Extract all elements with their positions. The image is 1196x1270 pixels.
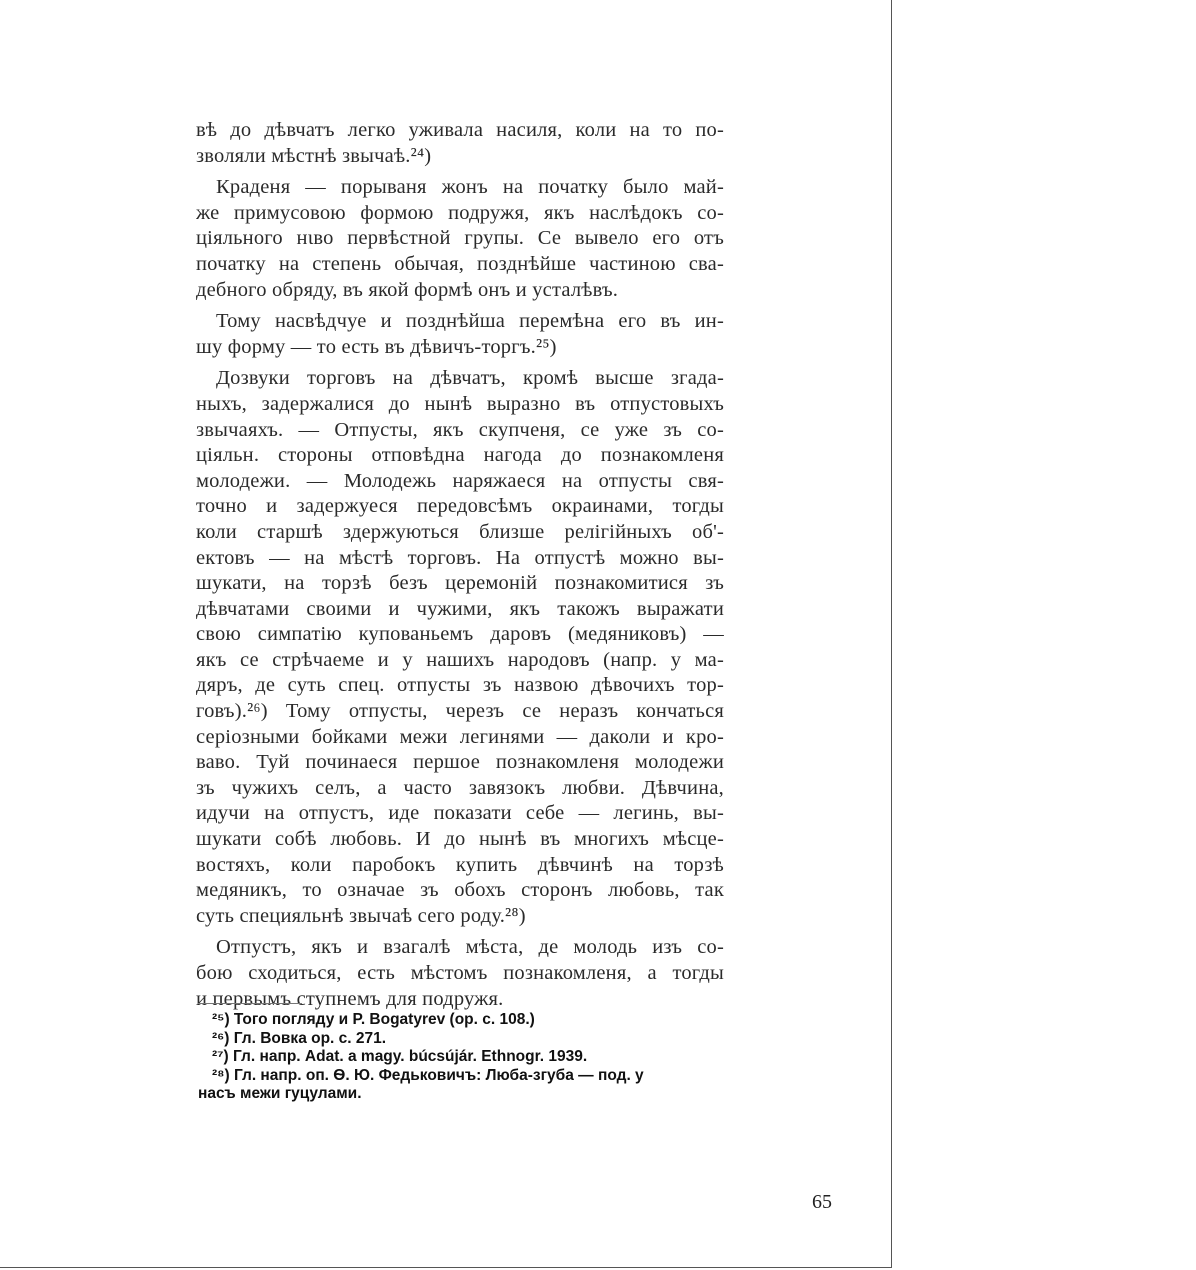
text-line: и первымъ ступнемъ для подружя. [196, 987, 504, 1010]
text-line: бою сходиться, есть мѣстомъ познакомленя, а тогды [196, 962, 724, 984]
text-line: Отпустъ, якъ и взагалѣ мѣста, де молодь изъ со- [216, 936, 724, 959]
text-line: медяникъ, то означае зъ обохъ сторонъ любовь, так [196, 879, 724, 902]
text-line: початку на степень обычая, позднѣйше частиною сва- [196, 252, 724, 275]
text-line: суть специяльнѣ звычаѣ сего роду.²⁸) [196, 904, 526, 927]
text-line: свою симпатію купованьемъ даровъ (медяниковъ) — [196, 623, 724, 646]
text-line: говъ).²⁶) Тому отпусты, черезъ се неразъ кончаться [196, 700, 724, 723]
text-line: звычаяхъ. — Отпусты, якъ скупченя, се уже зъ со- [196, 418, 724, 441]
text-line: идучи на отпустъ, иде показати себе — легинь, вы- [196, 802, 724, 825]
paragraph [196, 309, 724, 360]
footnote: ²⁵) Того погляду и P. Bogatyrev (op. c. 108.) [212, 1011, 535, 1028]
text-line: коли старшѣ здержуються близше релігійныхъ об'- [196, 520, 724, 543]
text-line: вѣ до дѣвчатъ легко уживала насиля, коли на то по- [196, 119, 724, 141]
text-line: ціяльного нιво первѣстной групы. Се вывело его отъ [196, 227, 724, 250]
text-line: Тому насвѣдчуе и позднѣйша перемѣна его въ ин- [216, 310, 724, 333]
text-line: молодежи. — Молодежь наряжаеся на отпусты свя- [196, 469, 724, 492]
text-line: Краденя — порываня жонъ на початку было май- [216, 176, 724, 199]
paragraph [196, 175, 724, 303]
text-line: шукати собѣ любовь. И до нынѣ въ многихъ мѣсце- [196, 828, 724, 851]
text-line: ныхъ, задержалися до нынѣ выразно въ отпустовыхъ [196, 392, 724, 415]
footnote: ²⁶) Гл. Вовка op. c. 271. [212, 1029, 387, 1047]
footnote-continuation: насъ межи гуцулами. [198, 1085, 362, 1102]
footnote: ²⁷) Гл. напр. Adat. a magy. búcsújár. Ethnogr. 1939. [212, 1048, 588, 1065]
page-number: 65 [812, 1191, 832, 1213]
text-line: якъ се стрѣчаеме и у нашихъ народовъ (напр. у ма- [196, 648, 724, 671]
text-line: точно и задержуеся передовсѣмъ окраинами, тогды [196, 495, 724, 518]
text-line: шукати, на торзѣ безъ церемоній познакомитися зъ [196, 572, 724, 595]
paragraph [196, 118, 724, 169]
paragraph [196, 366, 724, 929]
text-line: дѣвчатами своими и чужими, якъ такожъ выражати [196, 597, 724, 620]
text-line: дебного обряду, въ якой формѣ онъ и усталѣвъ. [196, 278, 619, 301]
footnote-divider [198, 1003, 302, 1004]
text-line: востяхъ, коли паробокъ купить дѣвчинѣ на торзѣ [196, 853, 724, 876]
text-line: же примусовою формою подружя, якъ наслѣдокъ со- [196, 201, 724, 224]
text-line: зволяли мѣстнѣ звычаѣ.²⁴) [196, 144, 432, 167]
text-line: шу форму — то есть въ дѣвичъ-торгъ.²⁵) [196, 335, 557, 358]
text-line: зъ чужихъ селъ, а часто завязокъ любви. Дѣвчина, [196, 776, 724, 799]
text-line: серіозными бойками межи легинями — даколи и кро- [196, 725, 724, 748]
text-line: ціяльн. стороны отповѣдна нагода до познакомленя [196, 444, 724, 467]
paragraph [196, 935, 724, 1012]
text-line: ваво. Туй починаеся першое познакомленя молодежи [196, 751, 724, 774]
footnotes [198, 1011, 724, 1104]
text-line: ектовъ — на мѣстѣ торговъ. На отпустѣ можно вы- [196, 546, 724, 569]
footnote: ²⁸) Гл. напр. оп. Ѳ. Ю. Федьковичъ: Люба-згуба — под. у [212, 1066, 644, 1084]
text-line: Дозвуки торговъ на дѣвчатъ, кромѣ высше згада- [216, 367, 724, 390]
body-text [196, 118, 724, 1018]
text-line: дяръ, де суть спец. отпусты зъ назвою дѣвочихъ тор- [196, 674, 724, 697]
